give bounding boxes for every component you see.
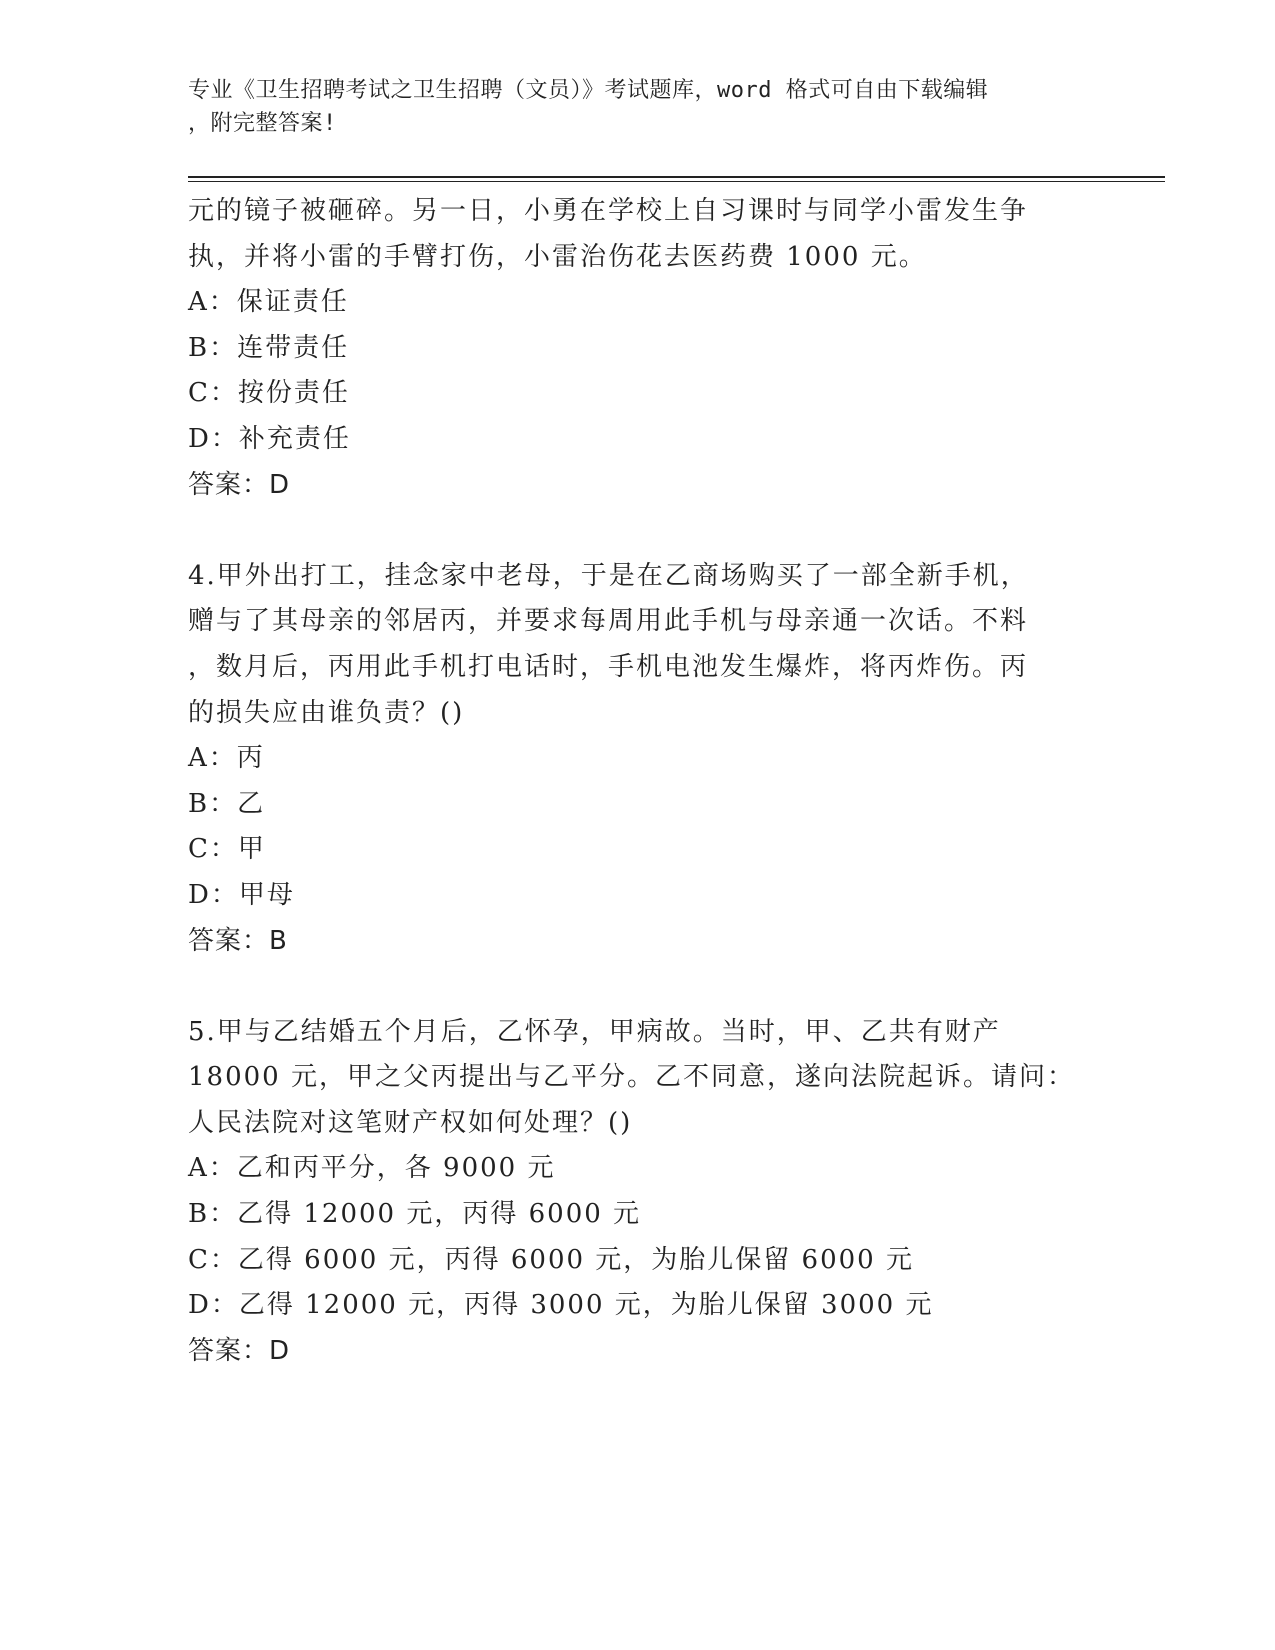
option-c: C：按份责任 (188, 378, 350, 409)
option-a: A：保证责任 (188, 287, 349, 318)
question-text-line: 的损失应由谁负责？() (188, 697, 465, 728)
spacer (188, 508, 1088, 554)
question-text-line: 5.甲与乙结婚五个月后，乙怀孕，甲病故。当时，甲、乙共有财产 (188, 1016, 1001, 1047)
question-3 (188, 189, 1088, 508)
question-text-line: 赠与了其母亲的邻居丙，并要求每周用此手机与母亲通一次话。不料 (188, 606, 1029, 637)
document-header (188, 74, 1068, 140)
question-4 (188, 554, 1088, 964)
question-text-line: 18000 元，甲之父丙提出与乙平分。乙不同意，遂向法院起诉。请问： (188, 1062, 1075, 1093)
spacer (188, 964, 1088, 1010)
question-text-line: 4.甲外出打工，挂念家中老母，于是在乙商场购买了一部全新手机， (188, 560, 1029, 591)
question-text-line: ，数月后，丙用此手机打电话时，手机电池发生爆炸，将丙炸伤。丙 (188, 651, 1029, 682)
option-d: D：补充责任 (188, 423, 351, 454)
header-line-1: 专业《卫生招聘考试之卫生招聘（文员）》考试题库，word 格式可自由下载编辑 (188, 78, 989, 103)
question-text-line: 人民法院对这笔财产权如何处理？() (188, 1107, 633, 1138)
option-b: B：乙 (188, 788, 266, 819)
question-text-line: 执，并将小雷的手臂打伤，小雷治伤花去医药费 1000 元。 (188, 241, 927, 272)
option-b: B：乙得 12000 元，丙得 6000 元 (188, 1199, 642, 1230)
header-divider-thick (188, 176, 1165, 178)
option-a: A：丙 (188, 743, 265, 774)
answer: 答案：D (188, 469, 291, 500)
option-a: A：乙和丙平分，各 9000 元 (188, 1153, 556, 1184)
question-text-line: 元的镜子被砸碎。另一日，小勇在学校上自习课时与同学小雷发生争 (188, 196, 1029, 226)
document-body (188, 189, 1088, 1374)
header-divider-thin (188, 181, 1165, 182)
answer: 答案：D (188, 1335, 291, 1366)
option-c: C：甲 (188, 834, 266, 865)
answer: 答案：B (188, 925, 288, 956)
header-line-2: ，附完整答案! (188, 111, 337, 136)
option-c: C：乙得 6000 元，丙得 6000 元，为胎儿保留 6000 元 (188, 1244, 914, 1275)
question-5 (188, 1010, 1088, 1375)
option-d: D：甲母 (188, 879, 295, 910)
option-b: B：连带责任 (188, 332, 350, 363)
option-d: D：乙得 12000 元，丙得 3000 元，为胎儿保留 3000 元 (188, 1290, 934, 1321)
